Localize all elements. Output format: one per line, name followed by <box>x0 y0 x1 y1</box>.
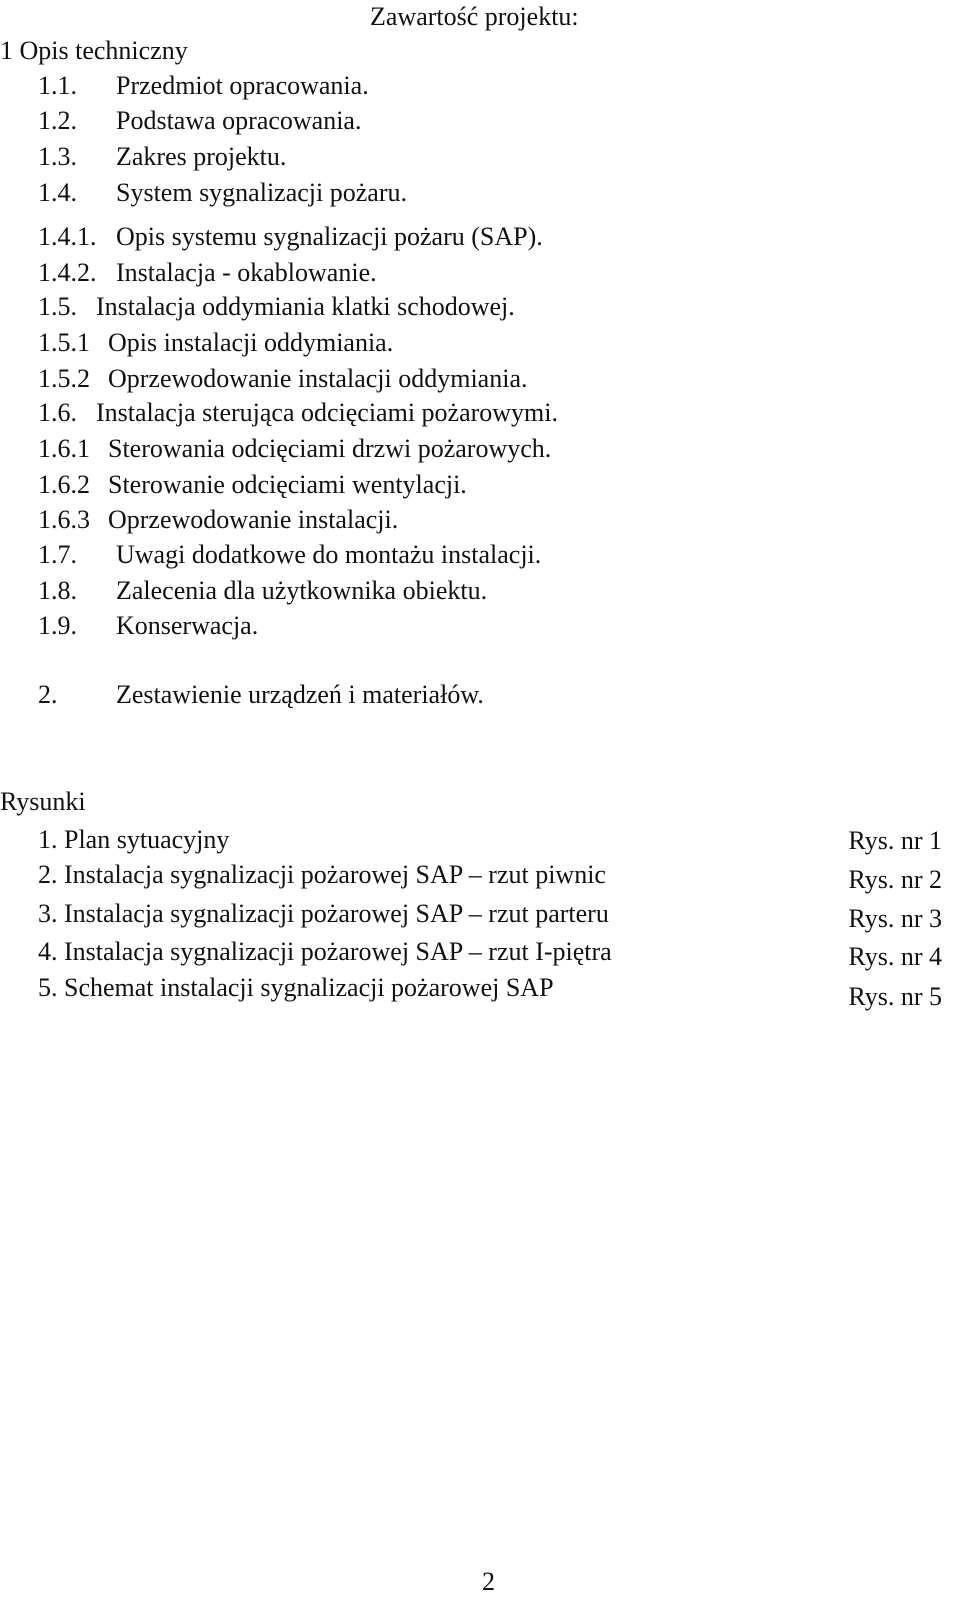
toc-item <box>38 328 394 358</box>
toc-item-text: Opis systemu sygnalizacji pożaru (SAP). <box>116 222 543 251</box>
drawing-item: 5. Schemat instalacji sygnalizacji pożarowej SAP <box>38 973 554 1002</box>
section-number: 1 <box>0 36 13 65</box>
section-1-heading <box>0 36 188 66</box>
toc-item-number: 1.6. <box>38 398 77 427</box>
toc-item <box>38 258 377 288</box>
toc-item-text: System sygnalizacji pożaru. <box>116 178 407 207</box>
toc-item-number: 1.4.2. <box>38 258 97 287</box>
drawing-item: 4. Instalacja sygnalizacji pożarowej SAP – rzut I-piętra <box>38 937 612 966</box>
toc-item-text: Podstawa opracowania. <box>116 106 362 135</box>
toc-item <box>38 470 467 500</box>
section-title: Opis techniczny <box>19 36 188 65</box>
toc-item-number: 1.4. <box>38 178 77 207</box>
drawing-ref: Rys. nr 5 <box>848 982 942 1011</box>
toc-item-text: Zalecenia dla użytkownika obiektu. <box>116 576 488 605</box>
toc-item <box>38 540 542 570</box>
toc-item-number: 1.6.2 <box>38 470 90 499</box>
toc-item <box>38 434 552 464</box>
drawing-ref: Rys. nr 1 <box>848 826 942 855</box>
toc-item-number: 1.8. <box>38 576 77 605</box>
drawings-heading: Rysunki <box>0 787 86 816</box>
section-number: 2. <box>38 680 58 709</box>
toc-item-number: 1.4.1. <box>38 222 97 251</box>
toc-item-text: Sterowania odcięciami drzwi pożarowych. <box>108 434 552 463</box>
toc-item-number: 1.6.3 <box>38 505 90 534</box>
toc-item-text: Oprzewodowanie instalacji. <box>108 505 399 534</box>
drawing-item: 1. Plan sytuacyjny <box>38 825 230 854</box>
toc-item-number: 1.9. <box>38 611 77 640</box>
toc-item-text: Uwagi dodatkowe do montażu instalacji. <box>116 540 542 569</box>
toc-item-text: Sterowanie odcięciami wentylacji. <box>108 470 467 499</box>
drawing-item: 3. Instalacja sygnalizacji pożarowej SAP – rzut parteru <box>38 899 609 928</box>
document-title: Zawartość projektu: <box>370 2 579 31</box>
toc-item <box>38 611 259 641</box>
toc-item-text: Instalacja oddymiania klatki schodowej. <box>96 292 515 321</box>
toc-item <box>38 106 362 136</box>
section-title: Zestawienie urządzeń i materiałów. <box>116 680 484 709</box>
toc-item-text: Oprzewodowanie instalacji oddymiania. <box>108 364 528 393</box>
toc-item <box>38 576 488 606</box>
toc-item-number: 1.7. <box>38 540 77 569</box>
toc-item <box>38 364 528 394</box>
drawing-ref: Rys. nr 4 <box>848 942 942 971</box>
toc-item-text: Opis instalacji oddymiania. <box>108 328 394 357</box>
toc-item <box>38 178 407 208</box>
toc-item-number: 1.5.1 <box>38 328 90 357</box>
toc-item-number: 1.6.1 <box>38 434 90 463</box>
toc-item-text: Instalacja - okablowanie. <box>116 258 377 287</box>
toc-item-number: 1.3. <box>38 142 77 171</box>
toc-item <box>38 398 559 428</box>
toc-item <box>38 142 287 172</box>
toc-item-number: 1.1. <box>38 71 77 100</box>
toc-item-number: 1.2. <box>38 106 77 135</box>
toc-item <box>38 222 543 252</box>
toc-item-text: Konserwacja. <box>116 611 259 640</box>
page-number: 2 <box>482 1567 495 1596</box>
toc-item-number: 1.5.2 <box>38 364 90 393</box>
toc-item <box>38 505 399 535</box>
toc-item-text: Zakres projektu. <box>116 142 287 171</box>
toc-item-number: 1.5. <box>38 292 77 321</box>
drawing-item: 2. Instalacja sygnalizacji pożarowej SAP – rzut piwnic <box>38 860 606 889</box>
drawing-ref: Rys. nr 2 <box>848 865 942 894</box>
toc-item <box>38 71 369 101</box>
toc-item-text: Przedmiot opracowania. <box>116 71 369 100</box>
toc-item <box>38 292 515 322</box>
drawing-ref: Rys. nr 3 <box>848 904 942 933</box>
toc-item-text: Instalacja sterująca odcięciami pożarowymi. <box>96 398 559 427</box>
section-2-heading <box>38 680 484 710</box>
